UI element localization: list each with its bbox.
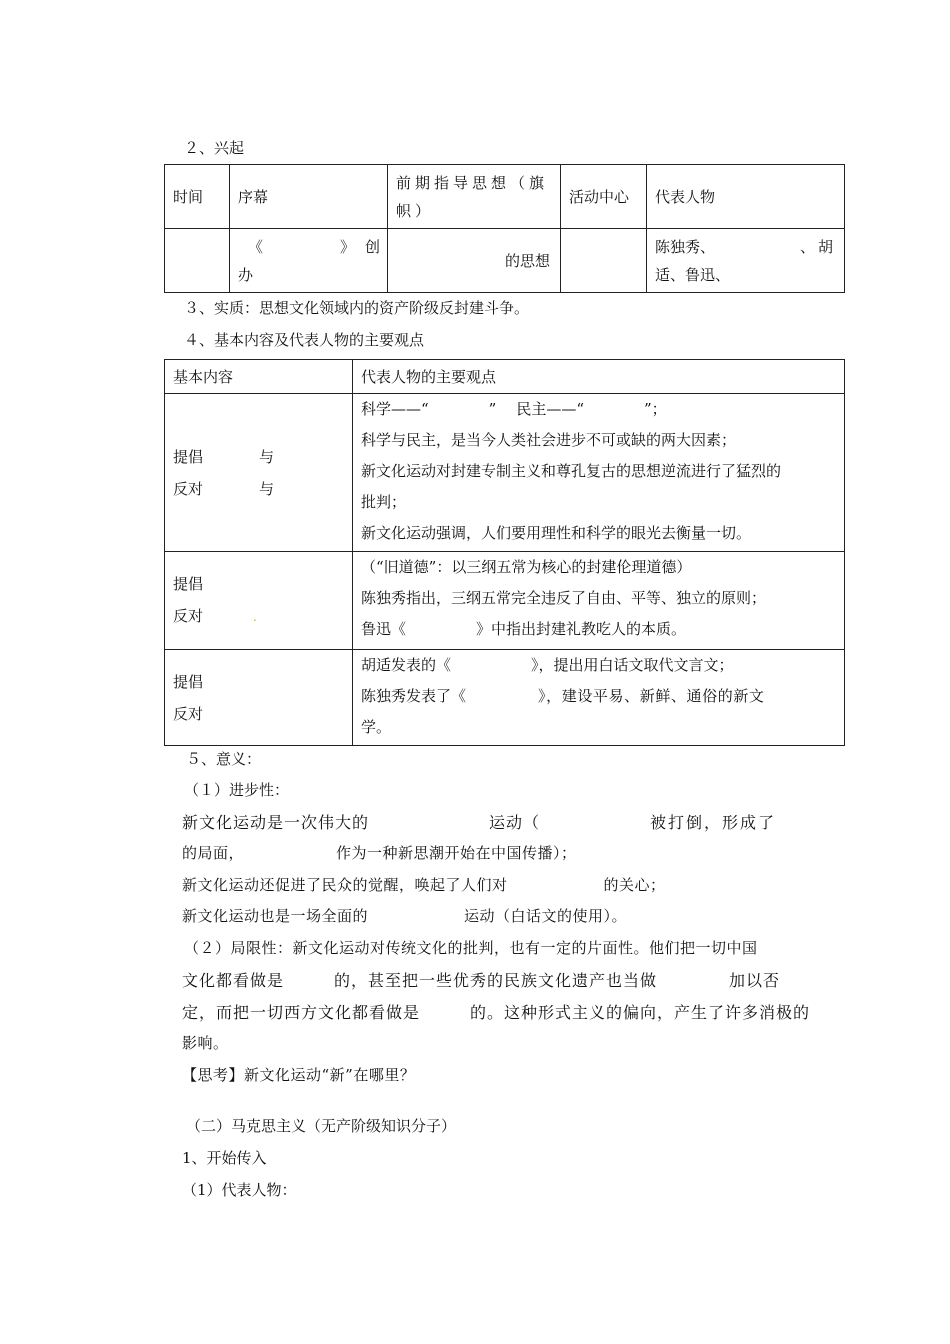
table-row (165, 229, 845, 293)
science-close: ” (488, 400, 497, 418)
row3-line-1b: 》，提出用白话文取代文言文； (531, 656, 734, 674)
section-3-essence: ３、实质：思想文化领域内的资产阶级反封建斗争。 (184, 299, 530, 317)
cell-row3-right (353, 650, 845, 746)
prelude-line-2: 办 (238, 265, 254, 284)
row2-line-3b: 》中指出封建礼教吃人的本质。 (476, 620, 687, 638)
table-header-row (165, 165, 845, 229)
cell-row2-left (165, 552, 353, 650)
header-guiding-idea (388, 165, 561, 229)
row2-oppose: 反对 (173, 607, 204, 625)
section-5-title: ５、意义： (186, 750, 262, 768)
cell-row1-left (165, 394, 353, 552)
rise-table (164, 164, 845, 293)
header-main-views: 代表人物的主要观点 (353, 360, 845, 394)
row3-advocate: 提倡 (173, 672, 204, 691)
header-people: 代表人物 (647, 165, 845, 229)
limitation-line-1: （２）局限性：新文化运动对传统文化的批判，也有一定的片面性。他们把一切中国 (184, 939, 758, 957)
row2-line-1: （“旧道德”：以三纲五常为核心的封建伦理道德） (361, 558, 692, 576)
progressive-title: （１）进步性： (184, 781, 290, 799)
row1-oppose-and: 与 (259, 479, 275, 498)
progressive-line-2a: 的局面， (182, 844, 245, 862)
cell-time (165, 229, 230, 293)
table-row (165, 552, 845, 650)
progressive-line-3b: 的关心； (603, 876, 666, 894)
prelude-open-bracket: 《 (248, 237, 264, 256)
cell-guiding-idea (388, 229, 561, 293)
header-prelude: 序幕 (230, 165, 388, 229)
row1-advocate-and: 与 (259, 447, 275, 466)
progressive-line-2b: 作为一种新思潮开始在中国传播）； (336, 844, 577, 862)
people-line-2: 适、鲁迅、 (655, 265, 731, 284)
header-basic-content: 基本内容 (165, 360, 353, 394)
limitation-line-3a: 定，而把一切西方文化都看做是 (182, 1003, 421, 1022)
limitation-line-3b: 的。这种形式主义的偏向，产生了许多消极的 (470, 1003, 811, 1022)
row2-line-3a: 鲁迅《 (361, 620, 407, 638)
row3-line-1a: 胡适发表的《 (361, 656, 452, 674)
think-question: 【思考】新文化运动“新”在哪里？ (182, 1066, 416, 1084)
progressive-line-1b: 运动（ (489, 813, 541, 832)
row2-line-2: 陈独秀指出，三纲五常完全违反了自由、平等、独立的原则； (361, 589, 767, 607)
people-line-1b: 、胡 (799, 237, 836, 256)
cell-row2-right (353, 552, 845, 650)
science-label: 科学——“ (361, 400, 429, 418)
democracy-label: 民主——“ (516, 400, 585, 418)
row1-line-4: 批判； (361, 493, 407, 511)
guiding-idea-text: 的思想 (504, 251, 550, 270)
limitation-line-4: 影响。 (182, 1034, 229, 1052)
row1-line-2: 科学与民主，是当今人类社会进步不可或缺的两大因素； (361, 431, 737, 449)
democracy-close: ”； (644, 400, 667, 418)
row1-advocate: 提倡 (173, 447, 204, 466)
header-time: 时间 (165, 165, 230, 229)
progressive-line-2 (182, 842, 577, 863)
row1-oppose: 反对 (173, 479, 204, 498)
cell-row1-right (353, 394, 845, 552)
cell-prelude (230, 229, 391, 293)
progressive-line-4b: 运动（白话文的使用）。 (464, 907, 628, 925)
progressive-line-3a: 新文化运动还促进了民众的觉醒，唤起了人们对 (182, 876, 508, 894)
content-table (164, 359, 845, 746)
limitation-line-2a: 文化都看做是 (182, 971, 285, 990)
row3-oppose: 反对 (173, 704, 204, 723)
header-center: 活动中心 (561, 165, 647, 229)
limitation-line-2b: 的，甚至把一些优秀的民族文化遗产也当做 (334, 971, 658, 990)
section-2-title: ２、兴起 (184, 139, 245, 157)
progressive-line-4a: 新文化运动也是一场全面的 (182, 907, 369, 925)
section-marxism-title: （二）马克思主义（无产阶级知识分子） (186, 1117, 457, 1135)
table-header-row (165, 360, 845, 394)
cell-people (647, 229, 845, 293)
cell-row3-left (165, 650, 353, 746)
limitation-line-2 (182, 968, 780, 991)
row1-line-3: 新文化运动对封建专制主义和尊孔复古的思想逆流进行了猛烈的 (361, 462, 782, 480)
cell-center (561, 229, 647, 293)
progressive-line-1c: 被打倒，形成了 (650, 813, 777, 832)
progressive-line-4 (182, 905, 627, 926)
marxism-representatives: （1）代表人物： (182, 1181, 297, 1199)
row2-advocate: 提倡 (173, 575, 204, 593)
limitation-line-3 (182, 1000, 810, 1023)
table-row (165, 650, 845, 746)
row2-mark: . (253, 610, 257, 624)
row1-line-5: 新文化运动强调，人们要用理性和科学的眼光去衡量一切。 (361, 524, 752, 542)
progressive-line-1a: 新文化运动是一次伟大的 (182, 813, 370, 832)
header-guiding-idea-text: 前期指导思想（旗帜） (396, 173, 549, 220)
marxism-intro-title: 1、开始传入 (182, 1149, 267, 1167)
table-row (165, 394, 845, 552)
row3-line-3: 学。 (361, 718, 392, 736)
row3-line-2b: 》，建设平易、新鲜、通俗的新文 (538, 687, 765, 705)
section-4-title: ４、基本内容及代表人物的主要观点 (184, 331, 425, 349)
people-line-1a: 陈独秀、 (655, 237, 716, 256)
limitation-line-2c: 加以否 (729, 971, 781, 990)
row3-line-2a: 陈独秀发表了《 (361, 687, 467, 705)
progressive-line-3 (182, 874, 666, 895)
prelude-close-bracket: 》创 (340, 237, 391, 256)
progressive-line-1 (182, 810, 776, 833)
